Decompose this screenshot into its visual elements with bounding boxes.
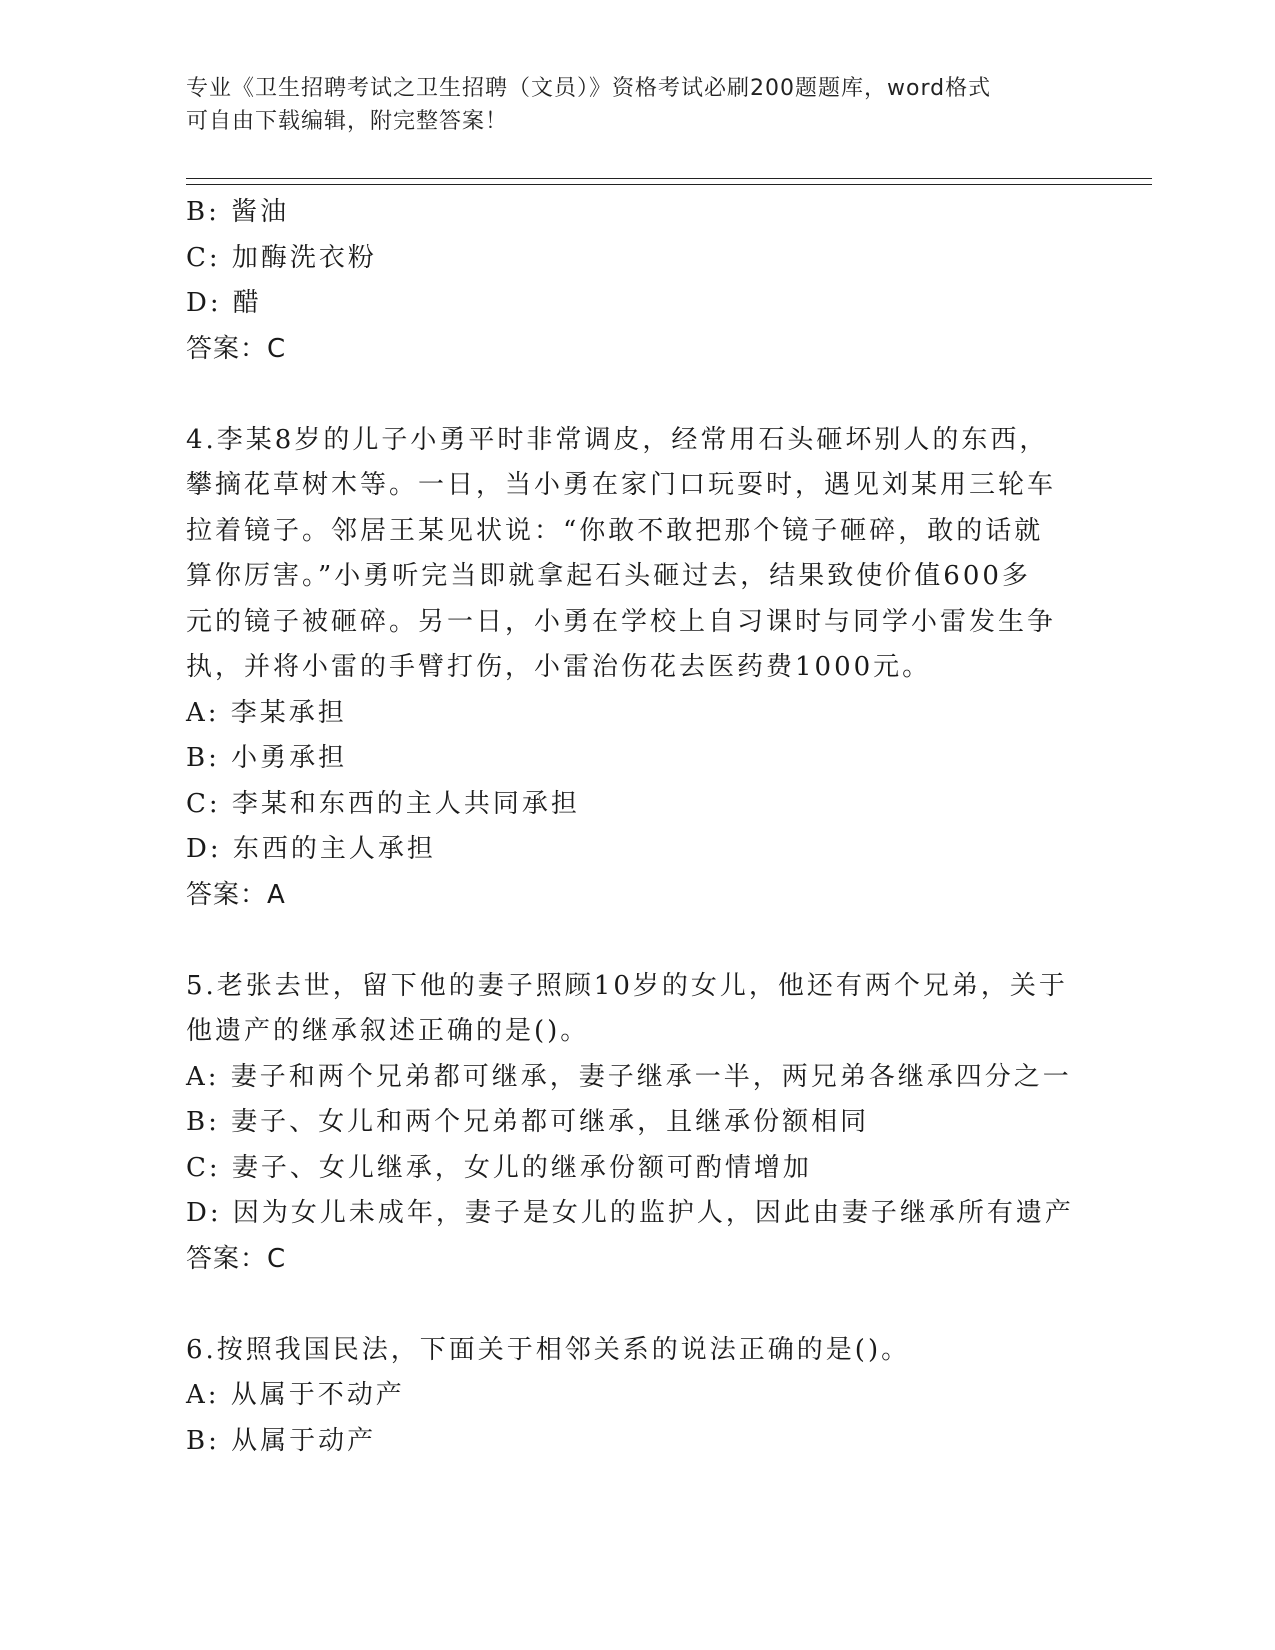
answer: 答案：C bbox=[186, 333, 287, 364]
question-stem-line: 他遗产的继承叙述正确的是()。 bbox=[186, 1016, 590, 1046]
question-4 bbox=[186, 418, 1086, 919]
document-header bbox=[186, 72, 1086, 138]
answer: 答案：C bbox=[186, 1243, 287, 1274]
option-b: B: 从属于动产 bbox=[186, 1425, 377, 1456]
question-5 bbox=[186, 964, 1086, 1283]
question-stem-line: 元的镜子被砸碎。另一日，小勇在学校上自习课时与同学小雷发生争 bbox=[186, 606, 1057, 637]
option-c: C: 李某和东西的主人共同承担 bbox=[186, 788, 580, 819]
header-divider bbox=[186, 184, 1152, 185]
option-d: D: 因为女儿未成年，妻子是女儿的监护人，因此由妻子继承所有遗产 bbox=[186, 1198, 1074, 1228]
question-stem-line: 攀摘花草树木等。一日，当小勇在家门口玩耍时，遇见刘某用三轮车 bbox=[186, 470, 1057, 500]
option-b: B: 酱油 bbox=[186, 197, 290, 227]
question-6 bbox=[186, 1328, 1086, 1465]
option-a: A: 从属于不动产 bbox=[186, 1380, 405, 1410]
option-a: A: 妻子和两个兄弟都可继承，妻子继承一半，两兄弟各继承四分之一 bbox=[186, 1061, 1072, 1092]
question-3-tail bbox=[186, 190, 1086, 372]
option-a: A: 李某承担 bbox=[186, 697, 347, 728]
option-b: B: 妻子、女儿和两个兄弟都可继承，且继承份额相同 bbox=[186, 1107, 870, 1137]
question-stem-line: 拉着镜子。邻居王某见状说：“你敢不敢把那个镜子砸碎，敢的话就 bbox=[186, 515, 1044, 546]
header-line-1: 专业《卫生招聘考试之卫生招聘（文员）》资格考试必刷200题题库，word格式 bbox=[186, 76, 992, 101]
question-stem-line: 5.老张去世，留下他的妻子照顾10岁的女儿，他还有两个兄弟，关于 bbox=[186, 970, 1068, 1001]
question-stem-line: 6.按照我国民法，下面关于相邻关系的说法正确的是()。 bbox=[186, 1334, 911, 1365]
option-d: D: 醋 bbox=[186, 288, 262, 318]
answer: 答案：A bbox=[186, 879, 286, 910]
question-list bbox=[186, 190, 1086, 1464]
header-line-2: 可自由下载编辑，附完整答案！ bbox=[186, 109, 509, 134]
option-c: C: 妻子、女儿继承，女儿的继承份额可酌情增加 bbox=[186, 1152, 812, 1183]
header-divider bbox=[186, 178, 1152, 179]
question-stem-line: 执，并将小雷的手臂打伤，小雷治伤花去医药费1000元。 bbox=[186, 652, 932, 682]
option-d: D: 东西的主人承担 bbox=[186, 834, 436, 864]
option-c: C: 加酶洗衣粉 bbox=[186, 242, 377, 273]
question-stem-line: 4.李某8岁的儿子小勇平时非常调皮，经常用石头砸坏别人的东西， bbox=[186, 424, 1049, 455]
question-stem-line: 算你厉害。”小勇听完当即就拿起石头砸过去，结果致使价值600多 bbox=[186, 561, 1031, 591]
option-b: B: 小勇承担 bbox=[186, 743, 348, 773]
